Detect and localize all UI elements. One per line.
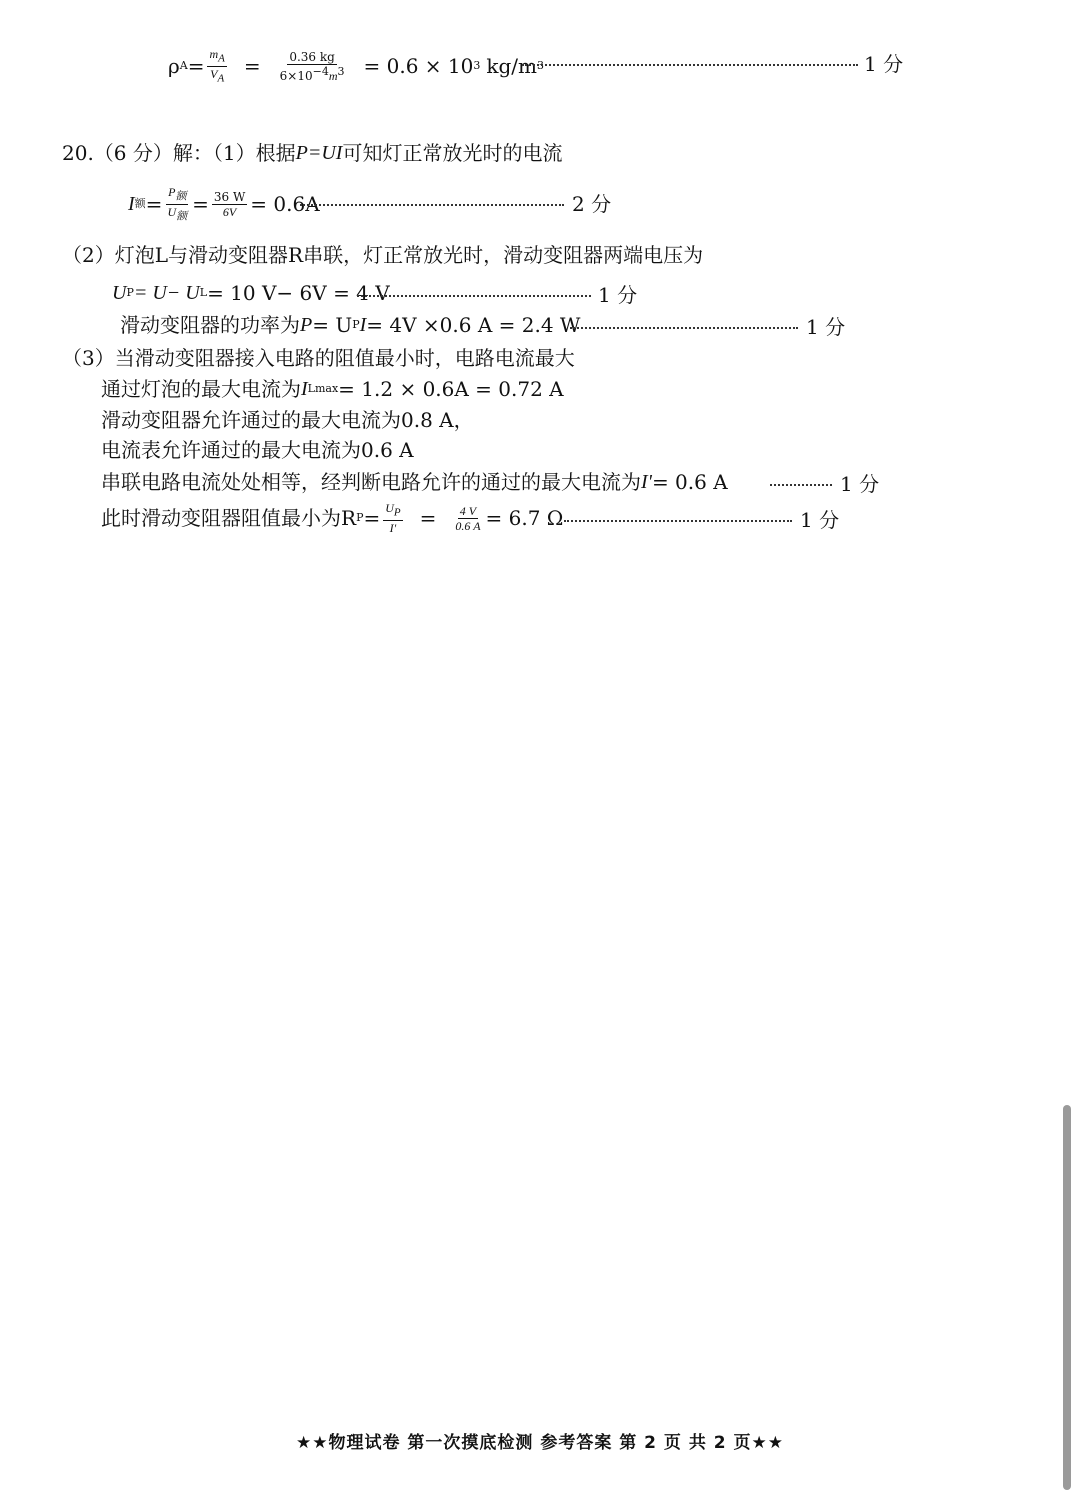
voltage-subscript: P [126,286,134,299]
fraction-denominator: 6×10 [279,68,313,83]
dot-leader [770,484,832,486]
score-label: 1 分 [598,283,638,307]
part-2-statement [62,243,703,267]
exponent: 3 [473,59,481,72]
dot-leader [522,64,858,66]
current-subscript: Lmax [307,382,339,395]
vertical-scrollbar[interactable] [1063,1105,1071,1490]
line-result: = 0.6 A [651,470,728,494]
voltage-expression: = U− U [133,282,200,304]
max-lamp-current-line [101,377,564,401]
resistance-subscript: P [356,511,364,524]
fraction-denominator: 6V [222,204,237,219]
fraction-numerator: 36 W [213,189,246,204]
heading-formula: P=UI [295,142,343,164]
lamp-subscript: L [199,286,208,299]
equals-sign: = [243,54,261,78]
score-label: 1 分 [840,472,880,496]
mass-volume-fraction [207,47,226,85]
heading-prefix: 20.（6 分）解：（1）根据 [62,141,296,165]
current-symbol: I [359,314,367,336]
equals-sign: = [145,192,163,216]
exponent: 3 [337,64,345,78]
line-prefix: 通过灯泡的最大电流为 [101,377,301,401]
equals-sign: = [363,506,381,530]
fraction-numerator: U [385,501,394,516]
score-label: 1 分 [800,508,840,532]
fraction-denominator: I' [389,520,397,535]
page-footer: ★★物理试卷 第一次摸底检测 参考答案 第 2 页 共 2 页★★ [296,1433,784,1453]
fraction-denominator: U [167,204,177,219]
equals-sign: = [419,506,437,530]
current-symbol: I [301,378,308,400]
denominator-subscript: 额 [176,209,188,222]
part-3-statement [62,346,575,370]
score-label: 2 分 [572,192,612,216]
voltage-symbol: U [112,282,127,304]
voltage-subscript: P [352,318,360,331]
density-unit: kg/m [486,54,537,78]
exponent: −4 [312,64,329,78]
exponent: 3 [536,59,544,72]
fraction-denominator: 0.6 A [455,518,481,533]
numerator-subscript: P [393,506,401,519]
rho-subscript: A [179,59,188,72]
part-2-text: （2）灯泡L与滑动变阻器R串联，灯正常放光时，滑动变阻器两端电压为 [62,243,704,267]
question-20-heading [62,141,562,165]
series-max-current-line [101,470,728,494]
current-symbol: I' [641,471,652,493]
dot-leader [564,520,792,522]
score-label: 1 分 [806,315,846,339]
fraction-numerator: 0.36 kg [289,49,335,64]
line-result: = 1.2 × 0.6A = 0.72 A [338,377,564,401]
fraction-denominator: V [210,66,218,81]
dot-leader [570,327,798,329]
density-result: = 0.6 × 10 [363,54,474,78]
ammeter-max-current-line [101,438,414,462]
numeric-fraction [278,50,347,83]
voltage-result: = 10 V− 6V = 4 V [207,281,390,305]
power-text: 滑动变阻器的功率为 [120,313,300,337]
numerator-subscript: A [218,52,225,65]
fraction-numerator: 4 V [459,503,477,518]
numeric-fraction [453,504,482,533]
line-text: 滑动变阻器允许通过的最大电流为0.8 A， [101,408,474,432]
part-3-text: （3）当滑动变阻器接入电路的阻值最小时，电路电流最大 [62,346,575,370]
rheostat-max-current-line [101,408,474,432]
fraction-numerator: P [168,185,176,200]
power-result: = 4V ×0.6 A = 2.4 W [366,313,581,337]
voltage-current-fraction [383,501,402,534]
current-result: = 0.6A [250,192,320,216]
dot-leader [300,204,564,206]
current-symbol: I [128,193,135,215]
line-prefix: 此时滑动变阻器阻值最小为R [101,506,357,530]
power-expression: = U [312,313,353,337]
score-label: 1 分 [864,52,904,76]
denominator-subscript: A [217,71,225,84]
equals-sign: = [187,54,205,78]
unit: m [328,68,338,83]
density-formula-line [168,47,544,84]
min-resistance-line [101,496,563,540]
power-line [120,313,580,337]
numerator-subscript: 额 [175,190,187,203]
line-text: 电流表允许通过的最大电流为0.6 A [101,438,414,462]
power-voltage-fraction [165,185,189,223]
heading-suffix: 可知灯正常放光时的电流 [342,141,563,165]
fraction-numerator: m [209,47,219,62]
current-subscript: 额 [134,197,146,210]
line-prefix: 串联电路电流处处相等，经判断电路允许的通过的最大电流为 [101,470,641,494]
rho-symbol: ρ [168,54,180,78]
dot-leader [357,295,591,297]
voltage-line [112,281,390,305]
rated-current-line [128,180,320,228]
equals-sign: = [192,192,209,216]
numeric-fraction [212,190,247,219]
power-symbol: P [300,314,313,336]
resistance-result: = 6.7 Ω [485,506,564,530]
